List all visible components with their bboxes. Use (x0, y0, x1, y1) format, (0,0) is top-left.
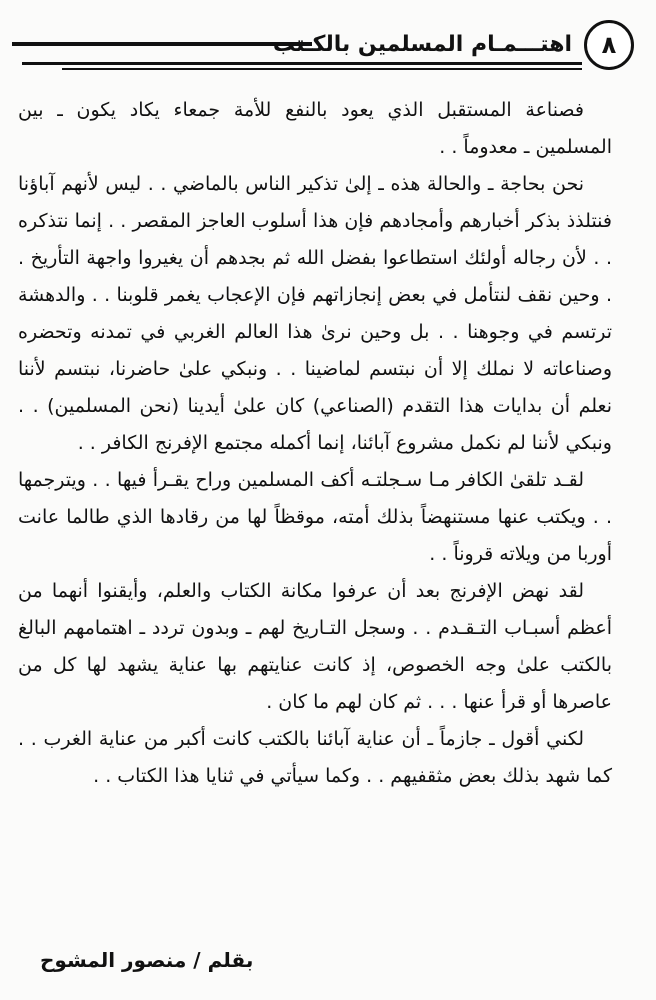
body-text (18, 92, 612, 795)
author-signature: بقلم / منصور المشوح (40, 948, 254, 972)
paragraph-3: لقـد تلقىٰ الكافر مـا سـجلتـه أكف المسلمين وراح يقـرأ فيها . . ويترجمها . . ويكتب عنها مستنهضاً بذلك أمته، موقظاً لها من رقادها الذي طالما عانت أوربا من ويلاته قروناً . . (18, 469, 612, 565)
page-number: ٨ (584, 20, 634, 70)
paragraph-2: نحن بحاجة ـ والحالة هذه ـ إلىٰ تذكير الناس بالماضي . . ليس لأنهم آباؤنا فنتلذذ بذكر أخبارهم وأمجادهم فإن هذا أسلوب العاجز المقصر . . إنما نتذكره . . لأن رجاله أولئك استطاعوا بفضل الله ثم بجدهم أن يغيروا واجهة التأريخ . . وحين نقف لنتأمل في بعض إنجازاتهم فإن الإعجاب يغمر قلوبنا . . والدهشة ترتسم في وجوهنا . . بل وحين نرىٰ هذا العالم الغربي في تمدنه وتحضره وصناعاته لا نملك إلا أن نبتسم لماضينا . . ونبكي علىٰ حاضرنا، نبتسم لأننا نعلم أن بدايات هذا التقدم (الصناعي) كان علىٰ أيدينا (نحن المسلمين) . . ونبكي لأننا لم نكمل مشروع آبائنا، إنما أكمله مجتمع الإفرنج الكافر . . (18, 173, 612, 454)
header-rule-top (12, 42, 312, 46)
paragraph-4: لقد نهض الإفرنج بعد أن عرفوا مكانة الكتاب والعلم، وأيقنوا أنهما من أعظم أسبـاب التـقـدم . . وسجل التـاريخ لهم ـ وبدون تردد ـ اهتمامهم البالغ بالكتب علىٰ وجه الخصوص، إذ كانت عنايتهم بها عناية يشهد لها كل من عاصرها أو قرأ عنها . . . ثم كان لهم ما كان . (18, 580, 612, 713)
page-header (12, 14, 642, 78)
paragraph-5: لكني أقول ـ جازماً ـ أن عناية آبائنا بالكتب كانت أكبر من عناية الغرب . . كما شهد بذلك بعض مثقفيهم . . وكما سيأتي في ثنايا هذا الكتاب . . (18, 728, 612, 787)
header-rule-bottom-thin (62, 68, 582, 70)
header-title: اهتـــمـام المسلمين بالكـتب (272, 32, 572, 57)
paragraph-1: فصناعة المستقبل الذي يعود بالنفع للأمة جمعاء يكاد يكون ـ بين المسلمين ـ معدوماً . . (18, 99, 612, 158)
header-rule-bottom (22, 62, 582, 65)
